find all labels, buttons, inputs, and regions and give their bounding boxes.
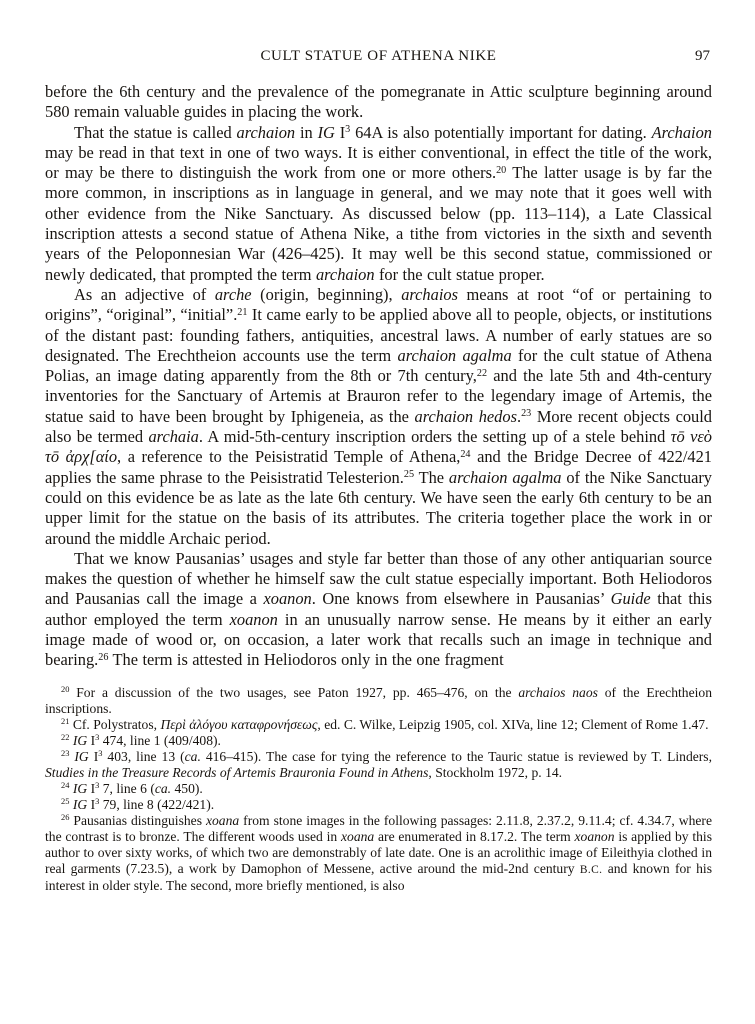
- paragraph-pausanias-xoanon: That we know Pausanias’ usages and style far better than those of any other antiquarian source makes the question of whether he himself saw the cult statue especially important. Both Heliodoros and Pausanias call the image a xoanon. One knows from elsewhere in Pausanias’ Guide that this author employed the term xoanon in an unusually narrow sense. He means by it either an early image made of wood or, on occasion, a later work that recalls such an image in technique and bearing.$^{26}$ The term is attested in Heliodoros only in the one fragment: [45, 548, 712, 670]
- paragraph-archaios-adjective: As an adjective of arche (origin, beginning), archaios means at root “of or pertaining to origins”, “original”, “initial”.$^{21}$ It came early to be applied above all to people, objects, or institutions of the distant past: founding fathers, antiquities, ancestral laws. A number of early statues are so designated. The Erechtheion accounts use the term archaion agalma for the cult statue of Athena Polias, an image dating apparently from the 8th or 7th century,$^{22}$ and the late 5th and 4th-century inventories for the Sanctuary of Artemis at Brauron refer to the legendary image of Artemis, the statue said to have been brought by Iphigeneia, as the archaion hedos.$^{23}$ More recent objects could also be termed archaia. A mid-5th-century inscription orders the setting up of a stele behind τō νεὸ τō ἀρχ[αίο, a reference to the Peisistratid Temple of Athena,$^{24}$ and the Bridge Decree of 422/421 applies the same phrase to the Peisistratid Telesterion.$^{25}$ The archaion agalma of the Nike Sanctuary could on this evidence be as late as the late 6th century. We have seen the early 6th century to be an upper limit for the statue on the basis of its attributes. The criteria together place the work in or around the middle Archaic period.: [45, 284, 712, 548]
- footnote-21: $^{21}$ Cf. Polystratos, Περὶ ἀλόγου καταφρονήσεως, ed. C. Wilke, Leipzig 1905, col. XIVa, line 12; Clement of Rome 1.47.: [61, 715, 709, 732]
- footnotes: [45, 685, 712, 894]
- page-number: 97: [695, 48, 710, 64]
- footnote-23: $^{23}$ IG $I^3$ 403, line 13 (ca. 416–415). The case for tying the reference to the Tauric statue is reviewed by T. Linders, Studies in the Treasure Records of Artemis Brauronia Found in Athens, Stockholm 1972, p. 14.: [45, 747, 712, 780]
- paragraph-continuation: before the 6th century and the prevalence of the pomegranate in Attic sculpture beginning around 580 remain valuable guides in placing the work.: [45, 82, 712, 122]
- footnote-24: $^{24}$ IG $I^3$ 7, line 6 (ca. 450).: [61, 779, 203, 796]
- footnote-26: $^{26}$ Pausanias distinguishes xoana from stone images in the following passages: 2.11.8, 2.37.2, 9.11.4; cf. 4.34.7, where the contrast is to bronze. The different woods used in xoana are enumerated in 8.17.2. The term xoanon is applied by this author to over sixty works, of which two are demonstrably of late date. One is an acrolithic image of Eileithyia clothed in real garments (7.23.5), a work by Damophon of Messene, active around the mid-2nd century B.C. and known for his interest in older style. The second, more briefly mentioned, is also: [45, 811, 712, 893]
- running-head: [45, 47, 712, 65]
- paragraph-archaion-dating: That the statue is called archaion in IG $I^3$ 64A is also potentially important for dating. Archaion may be read in that text in one of two ways. It is either conventional, in effect the title of the work, or may be there to distinguish the work from one or more others.$^{20}$ The latter usage is by far the more common, in inscriptions as in language in general, and we may note that it goes well with other evidence from the Nike Sanctuary. As discussed below (pp. 113–114), a Late Classical inscription attests a second statue of Athena Nike, a tithe from victories in the sixth and seventh years of the Peloponnesian War (426–425). It may well be this second statue, commissioned or newly dedicated, that prompted the term archaion for the cult statue proper.: [45, 122, 713, 284]
- footnote-25: $^{25}$ IG $I^3$ 79, line 8 (422/421).: [61, 795, 215, 812]
- footnote-22: $^{22}$ IG $I^3$ 474, line 1 (409/408).: [61, 731, 221, 748]
- main-text: [45, 82, 712, 671]
- running-head-title: CULT STATUE OF ATHENA NIKE: [260, 48, 497, 64]
- footnote-20: $^{20}$ For a discussion of the two usages, see Paton 1927, pp. 465–476, on the archaios naos of the Erechtheion inscriptions.: [45, 683, 712, 716]
